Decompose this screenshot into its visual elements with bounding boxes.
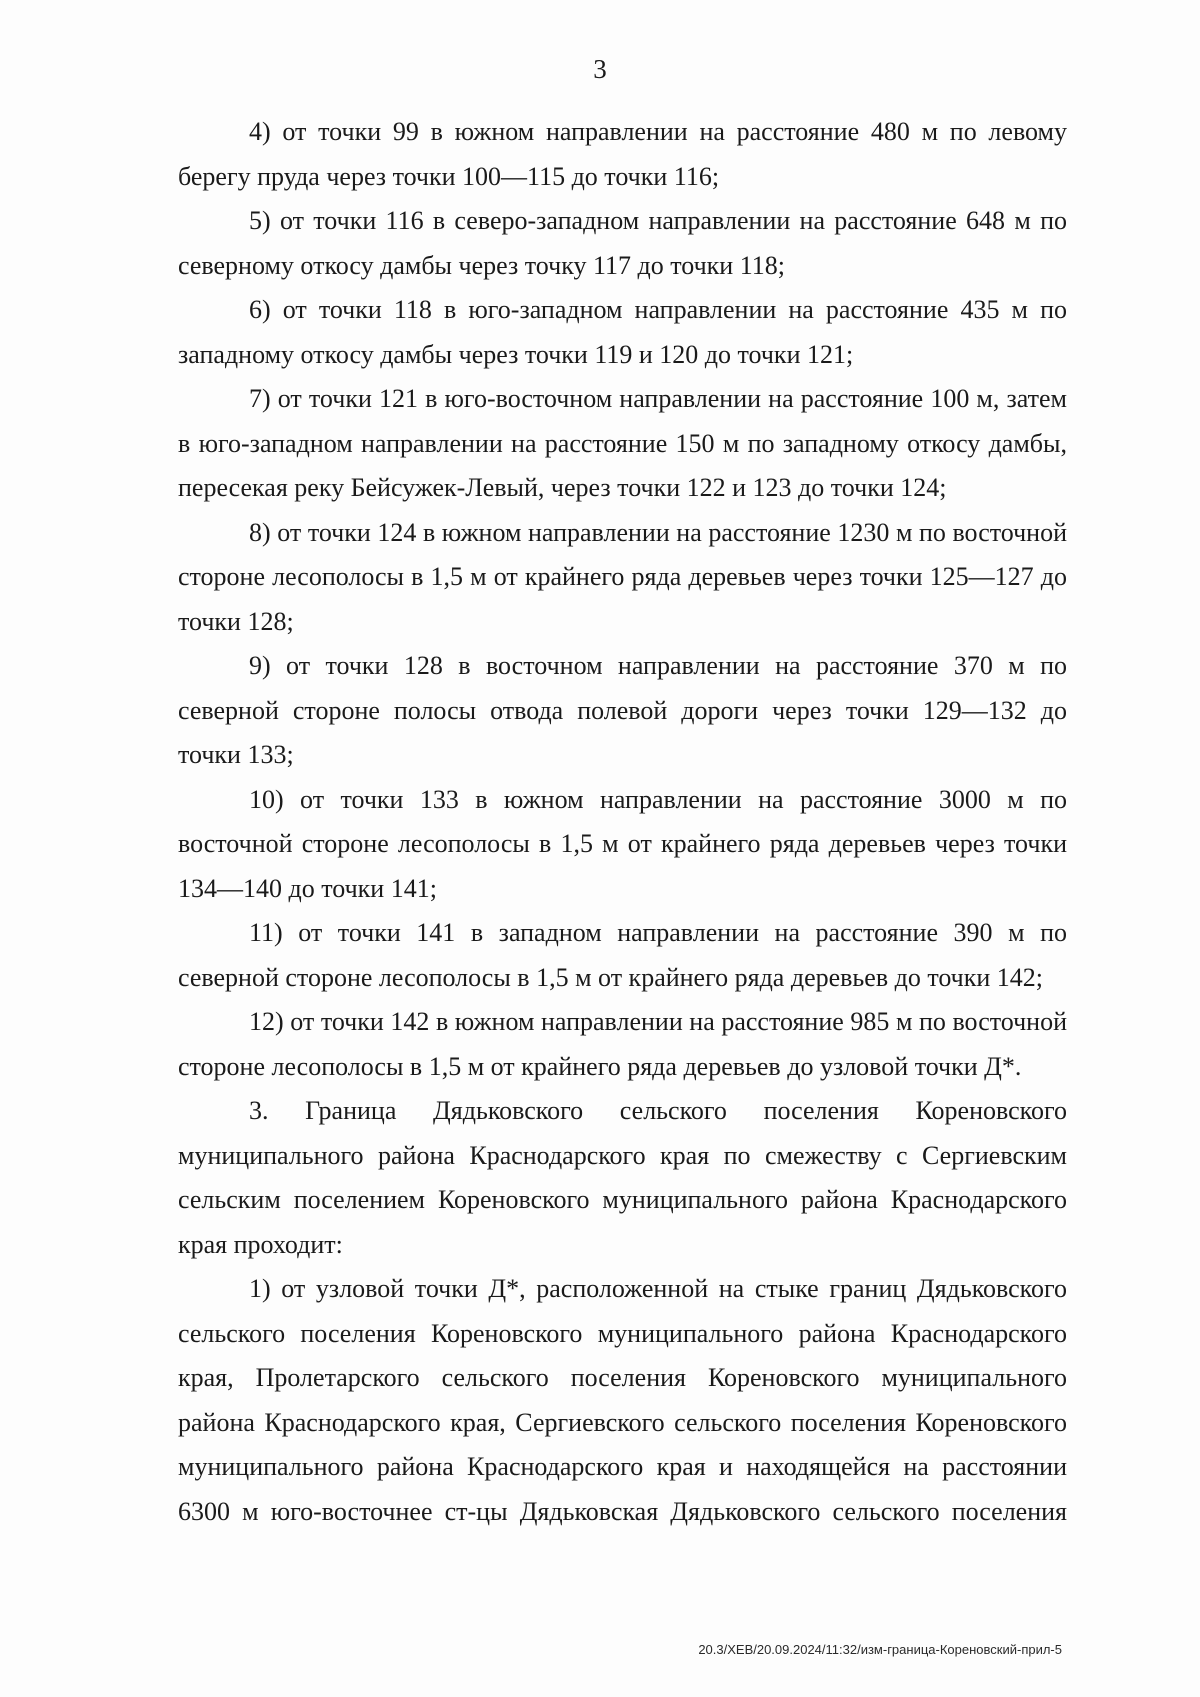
paragraph-item-5: 5) от точки 116 в северо-западном направлении на расстояние 648 м по северному откосу дамбы через точку 117 до точки 118; <box>178 206 1067 280</box>
document-body <box>178 110 1067 1534</box>
paragraph-item-8: 8) от точки 124 в южном направлении на расстояние 1230 м по восточной стороне лесополосы в 1,5 м от крайнего ряда деревьев через точки 125—127 до точки 128; <box>178 517 1067 636</box>
paragraph-item-7: 7) от точки 121 в юго-восточном направлении на расстояние 100 м, затем в юго-западном направлении на расстояние 150 м по западному откосу дамбы, пересекая реку Бейсужек-Левый, через точки 122 и 123 до точки 124; <box>178 384 1067 502</box>
paragraph-item-4: 4) от точки 99 в южном направлении на расстояние 480 м по левому берегу пруда через точки 100—115 до точки 116; <box>178 117 1067 191</box>
footer-document-stamp: 20.3/ХЕВ/20.09.2024/11:32/изм-граница-Кореновский-прил-5 <box>698 1642 1062 1657</box>
section-3-heading-paragraph: 3. Граница Дядьковского сельского поселения Кореновского муниципального района Краснодарского края по смежеству с Сергиевским сельским поселением Кореновского муниципального района Краснодарского края проходит: <box>178 1096 1067 1259</box>
paragraph-item-12: 12) от точки 142 в южном направлении на расстояние 985 м по восточной стороне лесополосы в 1,5 м от крайнего ряда деревьев до узловой точки Д*. <box>178 1007 1067 1081</box>
paragraph-item-6: 6) от точки 118 в юго-западном направлении на расстояние 435 м по западному откосу дамбы через точки 119 и 120 до точки 121; <box>178 295 1067 369</box>
page-number: 3 <box>593 54 607 84</box>
paragraph-item-1-section-3: 1) от узловой точки Д*, расположенной на стыке границ Дядьковского сельского поселения Кореновского муниципального района Краснодарского края, Пролетарского сельского поселения Кореновского муниципального района Краснодарского края, Сергиевского сельского поселения Кореновского муниципального района Краснодарского края и находящейся на расстоянии 6300 м юго-восточнее ст-цы Дядьковская Дядьковского сельского поселения <box>178 1274 1067 1526</box>
paragraph-item-11: 11) от точки 141 в западном направлении на расстояние 390 м по северной стороне лесополосы в 1,5 м от крайнего ряда деревьев до точки 142; <box>178 918 1067 992</box>
paragraph-item-9: 9) от точки 128 в восточном направлении на расстояние 370 м по северной стороне полосы отвода полевой дороги через точки 129—132 до точки 133; <box>178 651 1067 769</box>
paragraph-item-10: 10) от точки 133 в южном направлении на расстояние 3000 м по восточной стороне лесополосы в 1,5 м от крайнего ряда деревьев через точки 134—140 до точки 141; <box>178 784 1067 903</box>
